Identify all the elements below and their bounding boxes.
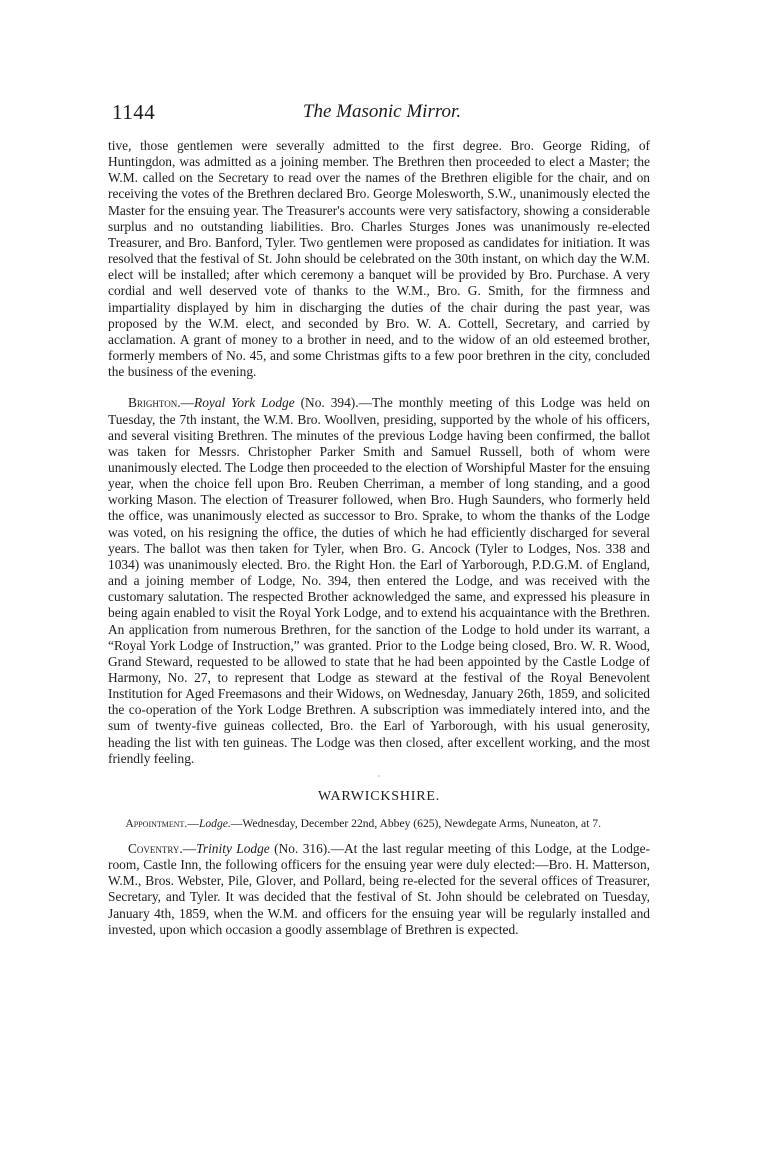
appointment-text: —Wednesday, December 22nd, Abbey (625), Newdegate Arms, Nuneaton, at 7. <box>230 816 601 830</box>
brighton-lodge-name: Royal York Lodge <box>194 395 295 411</box>
appointment-lodge-label: Lodge. <box>198 816 231 830</box>
section-divider: · <box>377 771 381 781</box>
coventry-place: Coventry. <box>128 840 183 856</box>
coventry-text: (No. 316).—At the last regular meeting of this Lodge, at the Lodge-room, Castle Inn, the following officers for the ensuing year were duly elected:—Bro. H. Matterson, W.M., Bros. Webster, Pile, Glover, and Pollard, being re-elected for the several offices of Treasurer, Secretary, and Tyler. It was decided that the festival of St. John should be celebrated on Tuesday, January 4th, 1859, when the W.M. and officers for the ensuing year will be regularly installed and invested, upon which occasion a goodly assemblage of Brethren is expected. <box>108 840 650 937</box>
page-header <box>112 100 652 130</box>
paragraph-continuation-text: tive, those gentlemen were severally admitted to the first degree. Bro. George Riding, of Huntingdon, was admitted as a joining member. The Brethren then proceeded to elect a Master; the W.M. called on the Secretary to read over the names of the Brethren eligible for the chair, and on receiving the votes of the Brethren declared Bro. George Molesworth, S.W., unanimously elected the Master for the ensuing year. The Treasurer's accounts were very satisfactory, showing a considerable surplus and no outstanding liabilities. Bro. Charles Sturges Jones was unanimously re-elected Treasurer, and Bro. Banford, Tyler. Two gentlemen were proposed as candidates for initiation. It was resolved that the festival of St. John should be celebrated on the 30th instant, on which day the W.M. elect will be installed; after which ceremony a banquet will be provided by Bro. Purchase. A very cordial and well deserved vote of thanks to the W.M., Bro. G. Smith, for the firmness and impartiality displayed by him in discharging the duties of the chair during the past year, was proposed by the W.M. elect, and seconded by Bro. W. A. Cottell, Secretary, and carried by acclamation. A grant of money to a brother in need, and to the widow of an old esteemed brother, formerly members of No. 45, and some Christmas gifts to a few poor brethren in the city, concluded the business of the evening. <box>108 138 650 380</box>
paragraph-continuation <box>108 138 650 380</box>
paragraph-gap <box>108 831 650 841</box>
running-title: The Masonic Mirror. <box>302 101 462 122</box>
appointment-notice: Appointment.—Lodge.—Wednesday, December 22nd, Abbey (625), Newdegate Arms, Nuneaton, at 7. <box>125 816 601 830</box>
paragraph-coventry: Coventry.—Trinity Lodge (No. 316).—At the last regular meeting of this Lodge, at the Lodge-room, Castle Inn, the following officers for the ensuing year were duly elected:—Bro. H. Matterson, W.M., Bros. Webster, Pile, Glover, and Pollard, being re-elected for the several offices of Treasurer, Secretary, and Tyler. It was decided that the festival of St. John should be celebrated on Tuesday, January 4th, 1859, when the W.M. and officers for the ensuing year will be regularly installed and invested, upon which occasion a goodly assemblage of Brethren is expected. <box>108 840 650 937</box>
coventry-lodge-name: Trinity Lodge <box>196 840 270 856</box>
paragraph-brighton: Brighton.—Royal York Lodge (No. 394).—The monthly meeting of this Lodge was held on Tuesday, the 7th instant, the W.M. Bro. Woollven, presiding, supported by the whole of his officers, and several visiting Brethren. The minutes of the previous Lodge having been confirmed, the ballot was taken for Messrs. Christopher Parker Smith and Samuel Russell, both of whom were unanimously elected. The Lodge then proceeded to the election of Worshipful Master for the ensuing year, when the choice fell upon Bro. Reuben Cherriman, a member of long standing, and a good working Mason. The election of Treasurer followed, when Bro. Hugh Saunders, who formerly held the office, was unanimously elected as successor to Bro. Sprake, to whom the thanks of the Lodge was voted, on his resigning the office, the duties of which he had efficiently discharged for several years. The ballot was then taken for Tyler, when Bro. G. Ancock (Tyler to Lodges, Nos. 338 and 1034) was unanimously elected. Bro. the Right Hon. the Earl of Yarborough, P.D.G.M. of England, and a joining member of Lodge, No. 394, then entered the Lodge, and was received with the customary salutation. The respected Brother acknowledged the same, and expressed his pleasure in being again enabled to visit the Royal York Lodge, and to extend his acquaintance with the Brethren. An application from numerous Brethren, for the sanction of the Lodge to hold under its warrant, a “Royal York Lodge of Instruction,” was granted. Prior to the Lodge being closed, Bro. W. R. Wood, Grand Steward, requested to be allowed to state that he had been appointed by the Castle Lodge of Harmony, No. 27, to represent that Lodge as steward at the festival of the Royal Benevolent Institution for Aged Freemasons and their Widows, on Wednesday, January 26th, 1859, and solicited the co-operation of the York Lodge Brethren. A subscription was immediately intered into, and the sum of twenty-five guineas collected, Bro. the Earl of Yarborough, with his usual generosity, heading the list with ten guineas. The Lodge was then closed, after excellent working, and the most friendly feeling. <box>108 395 650 766</box>
article-body <box>108 138 650 938</box>
paragraph-gap <box>108 380 650 395</box>
brighton-text: (No. 394).—The monthly meeting of this Lodge was held on Tuesday, the 7th instant, the W.M. Bro. Woollven, presiding, supported by the whole of his officers, and several visiting Brethren. The minutes of the previous Lodge having been confirmed, the ballot was taken for Messrs. Christopher Parker Smith and Samuel Russell, both of whom were unanimously elected. The Lodge then proceeded to the election of Worshipful Master for the ensuing year, when the choice fell upon Bro. Reuben Cherriman, a member of long standing, and a good working Mason. The election of Treasurer followed, when Bro. Hugh Saunders, who formerly held the office, was unanimously elected as successor to Bro. Sprake, to whom the thanks of the Lodge was voted, on his resigning the office, the duties of which he had efficiently discharged for several years. The ballot was then taken for Tyler, when Bro. G. Ancock (Tyler to Lodges, Nos. 338 and 1034) was unanimously elected. Bro. the Right Hon. the Earl of Yarborough, P.D.G.M. of England, and a joining member of Lodge, No. 394, then entered the Lodge, and was received with the customary salutation. The respected Brother acknowledged the same, and expressed his pleasure in being again enabled to visit the Royal York Lodge, and to extend his acquaintance with the Brethren. An application from numerous Brethren, for the sanction of the Lodge to hold under its warrant, a “Royal York Lodge of Instruction,” was granted. Prior to the Lodge being closed, Bro. W. R. Wood, Grand Steward, requested to be allowed to state that he had been appointed by the Castle Lodge of Harmony, No. 27, to represent that Lodge as steward at the festival of the Royal Benevolent Institution for Aged Freemasons and their Widows, on Wednesday, January 26th, 1859, and solicited the co-operation of the York Lodge Brethren. A subscription was immediately intered into, and the sum of twenty-five guineas collected, Bro. the Earl of Yarborough, with his usual generosity, heading the list with ten guineas. The Lodge was then closed, after excellent working, and the most friendly feeling. <box>108 395 650 766</box>
brighton-place: Brighton. <box>128 395 181 411</box>
appointment-label: Appointment. <box>125 816 188 830</box>
section-heading-warwickshire: WARWICKSHIRE. <box>317 788 440 804</box>
page-number: 1144 <box>112 100 156 124</box>
